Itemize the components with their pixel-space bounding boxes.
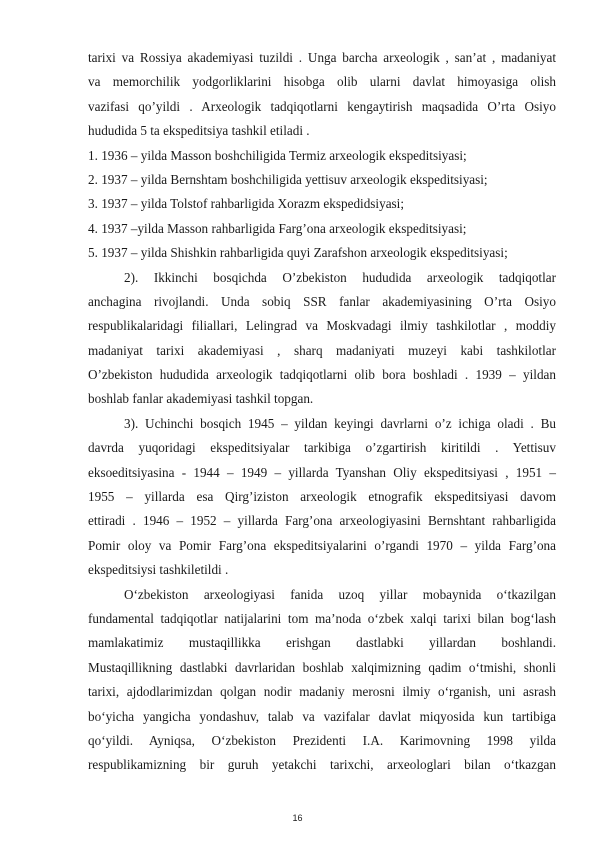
text-line: Pomir oloy va Pomir Farg’ona ekspeditsiyalarini o’rgandi 1970 – yilda Farg’ona [88,537,556,553]
text-line: va memorchilik yodgorliklarini hisobga olib ularni davlat himoyasiga olish [88,74,556,90]
text-line: bo‘yicha yangicha yondashuv, talab va vazifalar davlat miqyosida kun tartibiga [88,708,556,724]
text-line: respublikamizning bir guruh yetakchi tarixchi, arxeologlari bilan o‘tkazgan [88,757,556,773]
text-line: respublikalaridagi filiallari, Lelingrad va Moskvadagi ilmiy tashkilotlar , moddiy [88,318,556,334]
page-number: 16 [292,813,303,823]
text-line: qo‘yildi. Ayniqsa, O‘zbekiston Prezidenti I.A. Karimovning 1998 yilda [88,732,556,748]
text-line: eksoeditsiyasina - 1944 – 1949 – yillarda Tyanshan Oliy ekspeditsiyasi , 1951 – [88,464,556,480]
text-line: fundamental tadqiqotlar natijalarini tom ma’noda o‘zbek xalqi tarixi bilan bog‘lash [88,610,556,626]
text-line: Mustaqillikning dastlabki davrlaridan boshlab xalqimizning qadim o‘tmishi, shonli [88,659,556,675]
list-item: 3. 1937 – yilda Tolstof rahbarligida Xorazm ekspedidsiyasi; [88,196,405,212]
paragraph-first-line: O‘zbekiston arxeologiyasi fanida uzoq yillar mobaynida o‘tkazilgan [124,586,556,602]
paragraph-first-line: 3). Uchinchi bosqich 1945 – yildan keyingi davrlarni o’z ichiga oladi . Bu [124,415,556,431]
paragraph-first-line: 2). Ikkinchi bosqichda O’zbekiston hududida arxeologik tadqiqotlar [124,269,556,285]
text-line: davrda yuqoridagi ekspeditsiyalar tarkibiga o’zgartirish kiritildi . Yettisuv [88,440,556,456]
text-line: ettiradi . 1946 – 1952 – yillarda Farg’ona arxeologiyasini Bernshtant rahbarligida [88,513,556,529]
list-item: 5. 1937 – yilda Shishkin rahbarligida quyi Zarafshon arxeologik ekspeditsiyasi; [88,245,508,261]
list-item: 4. 1937 –yilda Masson rahbarligida Farg’ona arxeologik ekspeditsiyasi; [88,220,467,236]
text-line: mamlakatimiz mustaqillikka erishgan dastlabki yillardan boshlandi. [88,635,556,651]
text-line: O’zbekiston hududida arxeologik tadqiqotlarni olib bora boshladi . 1939 – yildan [88,367,556,383]
text-line: ekspeditsiysi tashkiletildi . [88,562,229,578]
list-item: 2. 1937 – yilda Bernshtam boshchiligida yettisuv arxeologik ekspeditsiyasi; [88,171,488,187]
text-line: tarixi, ajdodlarimizdan qolgan nodir madaniy merosni ilmiy o‘rganish, uni asrash [88,684,556,700]
text-line: madaniyat tarixi akademiyasi , sharq madaniyati muzeyi kabi tashkilotlar [88,342,556,358]
text-line: 1955 – yillarda esa Qirg’iziston arxeologik etnografik ekspeditsiyasi davom [88,489,556,505]
list-item: 1. 1936 – yilda Masson boshchiligida Termiz arxeologik ekspeditsiyasi; [88,147,467,163]
body-text [88,46,556,778]
text-line: anchagina rivojlandi. Unda sobiq SSR fanlar akademiyasining O’rta Osiyo [88,293,556,309]
text-line: boshlab fanlar akademiyasi tashkil topgan. [88,391,314,407]
text-line: hududida 5 ta ekspeditsiya tashkil etiladi . [88,123,310,139]
text-line: vazifasi qo’yildi . Arxeologik tadqiqotlarni kengaytirish maqsadida O’rta Osiyo [88,98,556,114]
text-line: tarixi va Rossiya akademiyasi tuzildi . Unga barcha arxeologik , san’at , madaniyat [88,50,556,65]
